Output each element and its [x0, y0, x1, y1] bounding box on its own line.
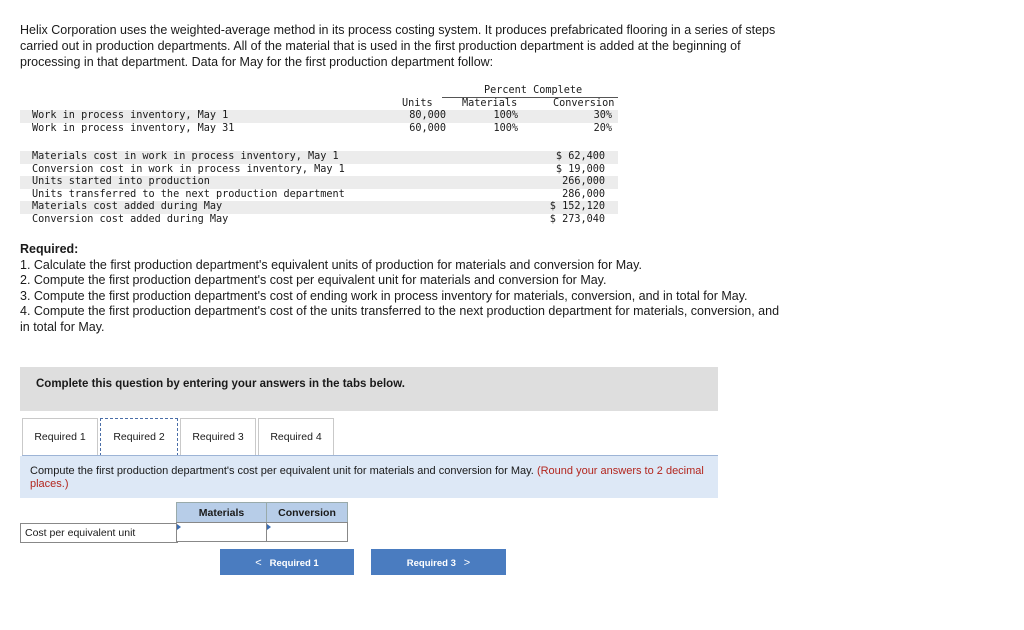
row-label: Materials cost added during May	[32, 201, 223, 212]
row-units: 80,000	[409, 110, 446, 121]
materials-cost-input[interactable]	[176, 522, 267, 542]
rounding-note: (Round your answers to 2 decimal places.)	[30, 465, 704, 490]
required-item: 1. Calculate the first production department's equivalent units of production for materials and conversion for May.	[20, 257, 642, 272]
required-item: 3. Compute the first production department's cost of ending work in process inventory for materials, conversion, and in total for May.	[20, 288, 748, 303]
answer-materials-header: Materials	[176, 502, 267, 524]
row-value: $ 273,040	[549, 213, 605, 225]
tab-required-1[interactable]: Required 1	[22, 418, 98, 455]
answer-conversion-header: Conversion	[266, 502, 348, 524]
table-row	[20, 214, 618, 227]
row-value: 286,000	[562, 188, 605, 200]
materials-header: Materials	[462, 98, 518, 109]
table-row	[20, 151, 618, 164]
table-row	[20, 164, 618, 177]
row-value: $ 152,120	[549, 201, 605, 212]
table-row	[20, 201, 618, 214]
units-header: Units	[402, 98, 433, 109]
row-value: $ 19,000	[555, 163, 605, 175]
table-row	[20, 123, 618, 136]
row-units: 60,000	[409, 122, 446, 134]
instructions-banner	[20, 367, 718, 411]
row-label: Units transferred to the next production department	[32, 188, 345, 200]
row-label: Work in process inventory, May 1	[32, 110, 229, 121]
row-label: Conversion cost in work in process inventory, May 1	[32, 163, 345, 175]
next-tab-button[interactable]	[371, 549, 506, 575]
row-conversion: 30%	[593, 110, 612, 121]
input-marker-icon	[267, 524, 271, 530]
row-materials: 100%	[493, 122, 518, 134]
percent-complete-header: Percent Complete	[484, 85, 583, 96]
row-value: $ 62,400	[555, 151, 605, 162]
percent-complete-underline	[442, 97, 618, 98]
problem-intro: Helix Corporation uses the weighted-average method in its process costing system. It produces prefabricated flooring in a series of steps carried out in production departments. All of the material that is used in the first production department is added at the beginning of processing in that department. Data for May for the first production department follow:	[20, 23, 776, 69]
tab-required-3[interactable]: Required 3	[180, 418, 256, 455]
next-button-label: Required 3	[406, 558, 456, 569]
chevron-right-icon: >	[463, 557, 471, 569]
table-row	[20, 110, 618, 123]
conversion-header: Conversion	[553, 98, 615, 109]
prev-tab-button[interactable]	[220, 549, 354, 575]
input-marker-icon	[177, 524, 181, 530]
instruction-text	[30, 465, 715, 491]
instruction-main: Compute the first production department's cost per equivalent unit for materials and conversion for May.	[30, 465, 534, 477]
row-conversion: 20%	[593, 122, 612, 134]
row-label: Work in process inventory, May 31	[32, 122, 235, 134]
instruction-panel	[20, 456, 718, 498]
row-value: 266,000	[562, 176, 605, 187]
tab-required-2[interactable]: Required 2	[100, 418, 178, 456]
required-item: 4. Compute the first production department's cost of the units transferred to the next production department for materials, conversion, and in total for May.	[20, 304, 780, 334]
answer-row-label: Cost per equivalent unit	[20, 523, 178, 543]
required-item: 2. Compute the first production department's cost per equivalent unit for materials and conversion for May.	[20, 273, 607, 287]
required-section	[20, 242, 780, 335]
required-heading: Required:	[20, 242, 79, 256]
table-row	[20, 189, 618, 202]
tab-required-4[interactable]: Required 4	[258, 418, 334, 455]
row-label: Units started into production	[32, 176, 210, 187]
banner-text: Complete this question by entering your answers in the tabs below.	[36, 378, 405, 390]
row-label: Conversion cost added during May	[32, 213, 229, 225]
table-row	[20, 176, 618, 189]
row-label: Materials cost in work in process inventory, May 1	[32, 151, 339, 162]
prev-button-label: Required 1	[269, 558, 319, 569]
row-materials: 100%	[493, 110, 518, 121]
chevron-left-icon: <	[255, 557, 262, 569]
conversion-cost-input[interactable]	[266, 522, 348, 542]
